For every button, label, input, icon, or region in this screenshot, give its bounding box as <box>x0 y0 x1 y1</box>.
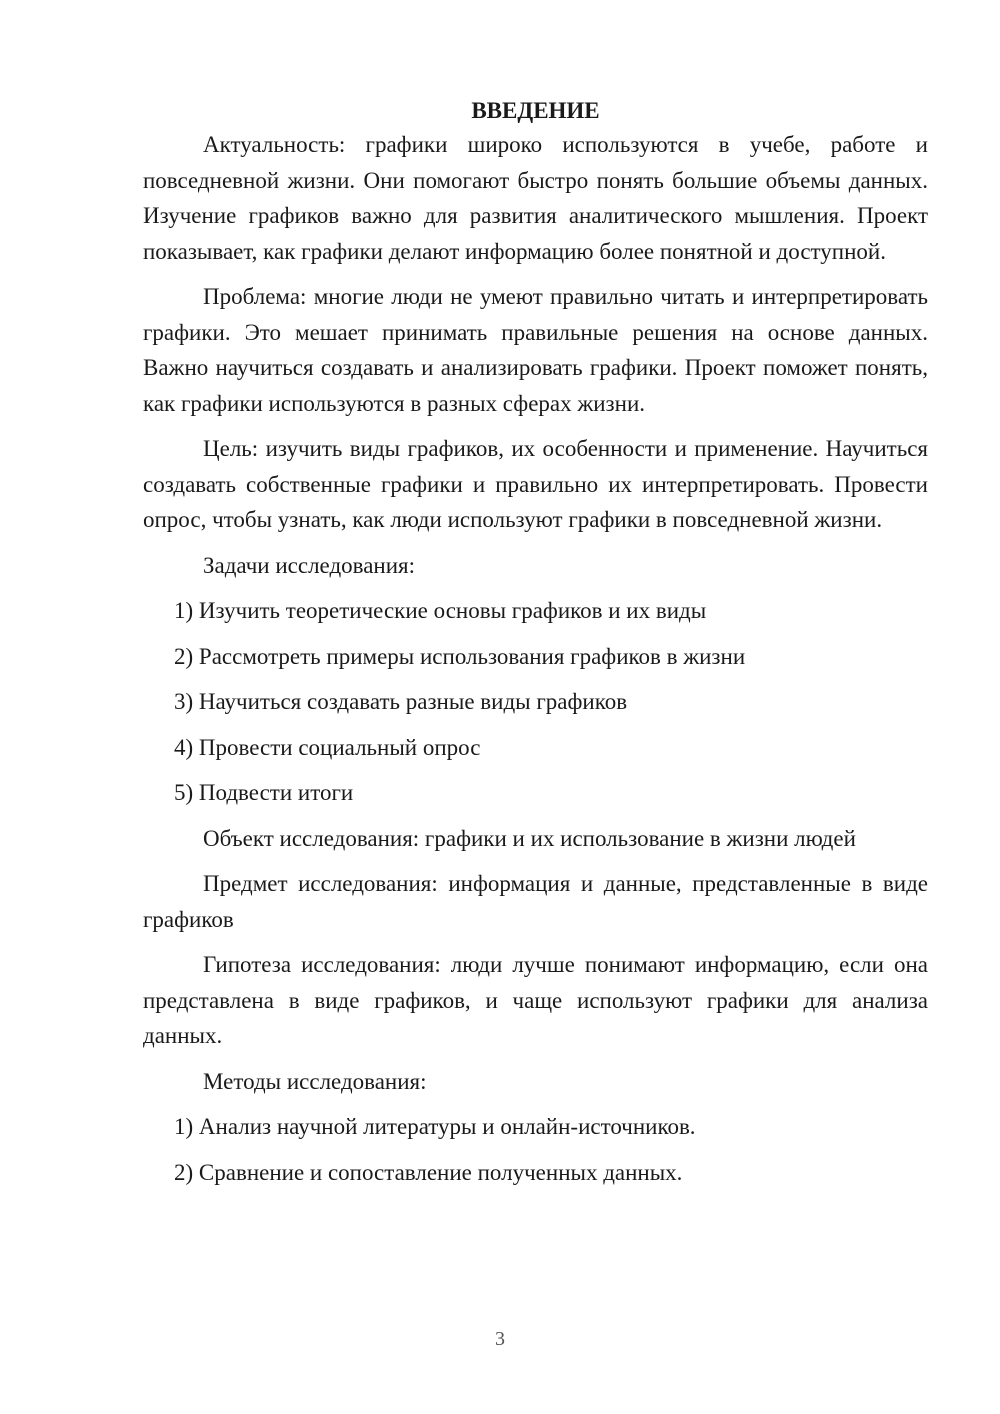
tasks-heading: Задачи исследования: <box>203 552 416 578</box>
task-item: 5) Подвести итоги <box>174 780 354 805</box>
task-item: 3) Научиться создавать разные виды графиков <box>174 689 628 714</box>
object-paragraph: Объект исследования: графики и их использование в жизни людей <box>203 825 856 851</box>
method-item: 2) Сравнение и сопоставление полученных данных. <box>174 1159 683 1185</box>
method-item: 1) Анализ научной литературы и онлайн-источников. <box>174 1114 696 1139</box>
page-title: ВВЕДЕНИЕ <box>471 98 600 123</box>
goal-paragraph: Цель: изучить виды графиков, их особенности и применение. Научиться создавать собственные графики и правильно их интерпретировать. Провести опрос, чтобы узнать, как люди используют графики в повседневной жизни. <box>143 436 928 532</box>
task-item: 1) Изучить теоретические основы графиков и их виды <box>174 598 707 623</box>
actuality-paragraph: Актуальность: графики широко используются в учебе, работе и повседневной жизни. Они помогают быстро понять большие объемы данных. Изучение графиков важно для развития аналитического мышления. Проект показывает, как графики делают информацию более понятной и доступной. <box>143 132 928 264</box>
subject-paragraph: Предмет исследования: информация и данные, представленные в виде графиков <box>143 871 928 932</box>
page-number: 3 <box>495 1328 505 1350</box>
page-content <box>143 93 928 1190</box>
hypothesis-paragraph: Гипотеза исследования: люди лучше понимают информацию, если она представлена в виде графиков, и чаще используют графики для анализа данных. <box>143 952 928 1048</box>
problem-paragraph: Проблема: многие люди не умеют правильно читать и интерпретировать графики. Это мешает принимать правильные решения на основе данных. Важно научиться создавать и анализировать графики. Проект поможет понять, как графики используются в разных сферах жизни. <box>143 284 928 416</box>
methods-heading: Методы исследования: <box>203 1068 427 1094</box>
task-item: 4) Провести социальный опрос <box>174 734 481 760</box>
task-item: 2) Рассмотреть примеры использования графиков в жизни <box>174 643 746 669</box>
